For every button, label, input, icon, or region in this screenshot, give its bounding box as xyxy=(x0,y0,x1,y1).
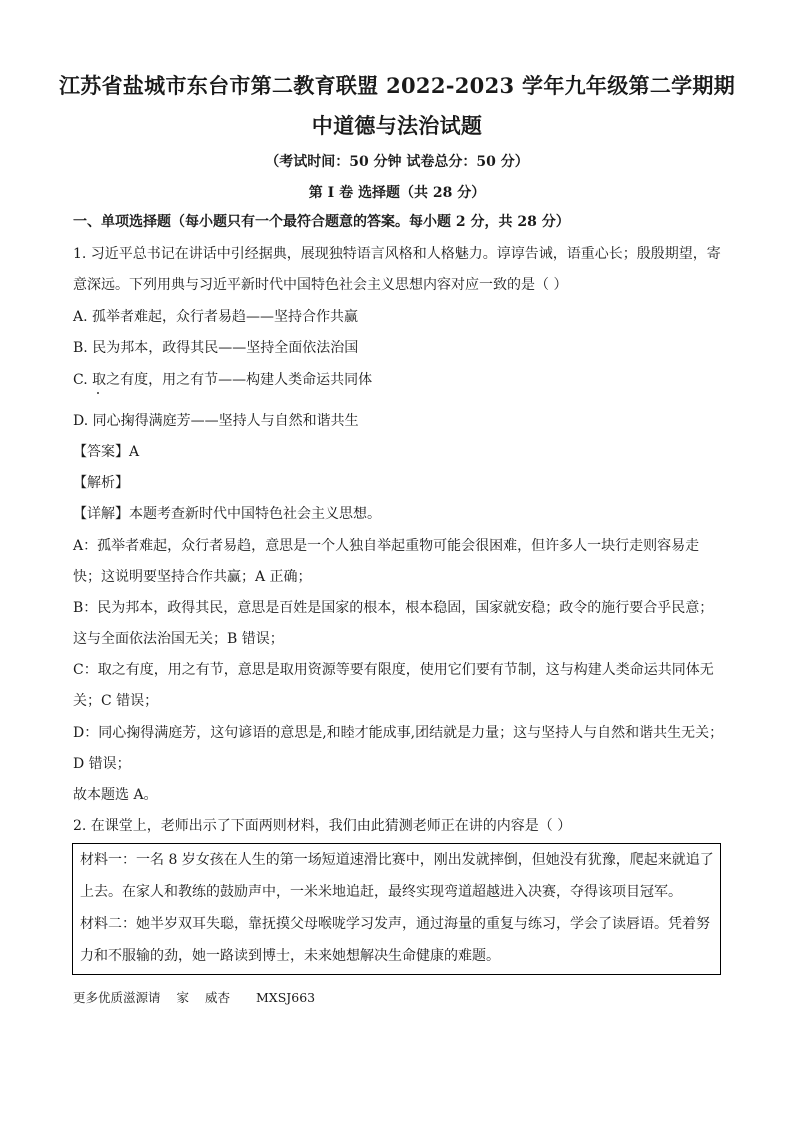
q1-answer xyxy=(73,443,733,461)
q1-analysis-tag: 【解析】 xyxy=(73,475,129,491)
q1-conclusion: 故本题选 A。 xyxy=(73,787,158,803)
q1-exp-c-line1: C：取之有度，用之有节，意思是取用资源等要有限度，使用它们要有节制，这与构建人类命运共同体无 xyxy=(73,662,714,678)
q1-exp-a-line2: 快；这说明要坚持合作共赢；A 正确； xyxy=(73,569,312,585)
q1-exp-d-line1: D：同心掬得满庭芳，这句谚语的意思是,和睦才能成事,团结就是力量；这与坚持人与自然和谐共生无关； xyxy=(73,725,724,741)
q1-stem-line2: 意深远。下列用典与习近平新时代中国特色社会主义思想内容对应一致的是（ ） xyxy=(73,277,568,293)
q1-detail xyxy=(73,505,733,523)
q1-option-b: B. 民为邦本，政得其民——坚持全面依法治国 xyxy=(73,340,359,356)
detail-tag: 【详解】 xyxy=(73,506,129,522)
q2-material1-line1: 材料一：一名 8 岁女孩在人生的第一场短道速滑比赛中，刚出发就摔倒，但她没有犹豫，爬起来就追了 xyxy=(80,852,714,868)
q2-material2-line1: 材料二：她半岁双耳失聪，靠抚摸父母喉咙学习发声，通过海量的重复与练习，学会了读唇语。凭着努 xyxy=(80,916,710,932)
stray-dot xyxy=(97,392,99,394)
answer-tag: 【答案】 xyxy=(73,444,129,460)
footer-part3: 威杏 xyxy=(205,990,231,1005)
footer-part1: 更多优质滋源请 xyxy=(73,990,161,1005)
q1-exp-d-line2: D 错误； xyxy=(73,756,131,772)
page-title-line2: 中道德与法治试题 xyxy=(311,113,483,138)
q1-exp-b-line2: 这与全面依法治国无关；B 错误； xyxy=(73,631,284,647)
footer-part4: MXSJ663 xyxy=(256,990,316,1005)
q2-material1-line2: 上去。在家人和教练的鼓励声中，一米米地追赶，最终实现弯道超越进入决赛，夺得该项目冠军。 xyxy=(80,884,682,900)
detail-text: 本题考查新时代中国特色社会主义思想。 xyxy=(129,506,381,522)
q2-material2-line2: 力和不服输的劲，她一路读到博士，未来她想解决生命健康的难题。 xyxy=(80,948,500,964)
q1-exp-b-line1: B：民为邦本，政得其民，意思是百姓是国家的根本，根本稳固，国家就安稳；政令的施行要合乎民意； xyxy=(73,600,714,616)
q1-option-a: A. 孤举者难起，众行者易趋——坚持合作共赢 xyxy=(73,309,359,325)
q1-stem-line1: 1. 习近平总书记在讲话中引经据典，展现独特语言风格和人格魅力。谆谆告诫，语重心长；殷殷期望，寄 xyxy=(73,246,721,262)
page-title-line1: 江苏省盐城市东台市第二教育联盟 2022-2023 学年九年级第二学期期 xyxy=(58,73,736,98)
q1-exp-a-line1: A：孤举者难起，众行者易趋，意思是一个人独自举起重物可能会很困难，但许多人一块行走则容易走 xyxy=(73,538,700,554)
part1-heading: 一、单项选择题（每小题只有一个最符合题意的答案。每小题 2 分，共 28 分） xyxy=(73,214,570,230)
q1-option-c: C. 取之有度，用之有节——构建人类命运共同体 xyxy=(73,372,373,388)
footer-note xyxy=(73,988,327,1006)
q1-option-d: D. 同心掬得满庭芳——坚持人与自然和谐共生 xyxy=(73,413,359,429)
q2-stem: 2. 在课堂上，老师出示了下面两则材料，我们由此猜测老师正在讲的内容是（ ） xyxy=(73,818,572,834)
exam-info: （考试时间：50 分钟 试卷总分：50 分） xyxy=(265,154,529,170)
answer-value: A xyxy=(129,444,140,460)
q1-exp-c-line2: 关；C 错误； xyxy=(73,693,159,709)
section-title: 第 I 卷 选择题（共 28 分） xyxy=(308,185,486,201)
footer-part2: 家 xyxy=(176,990,190,1005)
